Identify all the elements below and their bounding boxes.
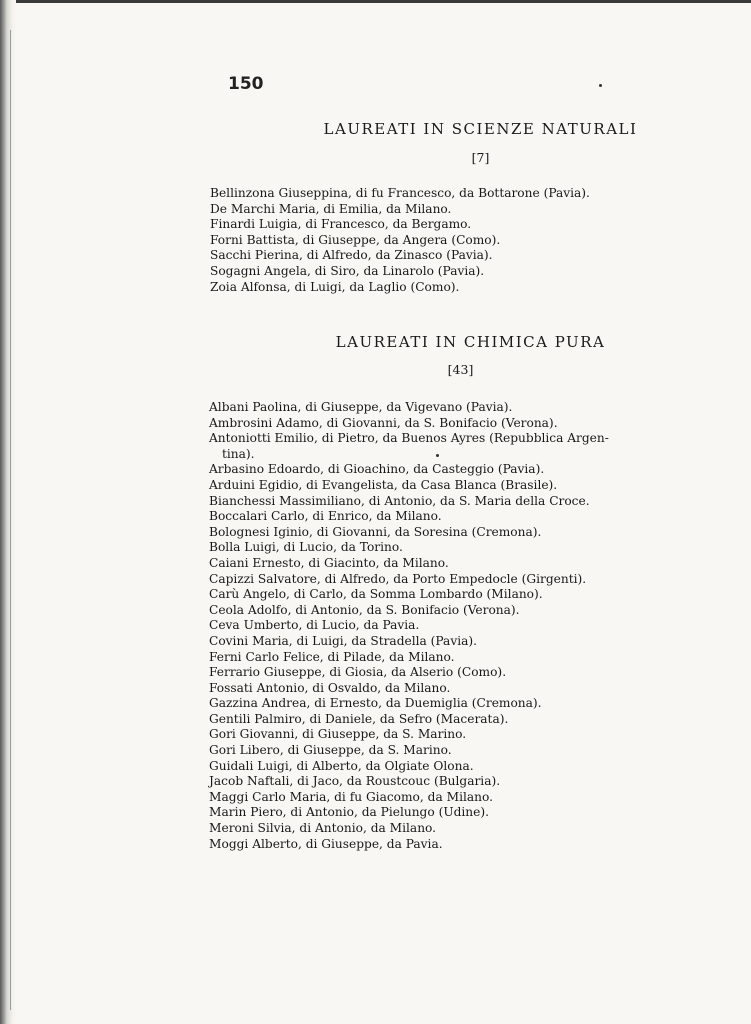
list-item: Ferni Carlo Felice, di Pilade, da Milano. <box>209 649 455 664</box>
list-item: Antoniotti Emilio, di Pietro, da Buenos Ayres (Repubblica Argen- <box>209 431 609 446</box>
list-item: Guidali Luigi, di Alberto, da Olgiate Olona. <box>209 758 474 773</box>
list-item: Gori Giovanni, di Giuseppe, da S. Marino. <box>209 727 467 742</box>
top-border <box>0 0 751 3</box>
list-item: Ceola Adolfo, di Antonio, da S. Bonifacio (Verona). <box>209 602 520 617</box>
list-item: Bolla Luigi, di Lucio, da Torino. <box>209 540 403 555</box>
graduate-list-chimica-pura <box>209 400 609 852</box>
section-title-chimica-pura: LAUREATI IN CHIMICA PURA <box>335 333 606 351</box>
list-item: Bolognesi Iginio, di Giovanni, da Soresina (Cremona). <box>209 524 542 539</box>
list-item: Maggi Carlo Maria, di fu Giacomo, da Milano. <box>209 789 493 804</box>
list-item: Ferrario Giuseppe, di Giosia, da Alserio (Como). <box>209 665 507 680</box>
list-item-continuation: tina). <box>222 446 255 461</box>
page-number: 150 <box>228 74 264 94</box>
list-item: Zoia Alfonsa, di Luigi, da Laglio (Como). <box>210 279 460 294</box>
list-item: Jacob Naftali, di Jaco, da Roustcouc (Bulgaria). <box>209 774 501 789</box>
list-item: Covini Maria, di Luigi, da Stradella (Pavia). <box>209 633 477 648</box>
print-speck <box>436 454 439 457</box>
section-title-scienze-naturali: LAUREATI IN SCIENZE NATURALI <box>323 120 638 138</box>
list-item: De Marchi Maria, di Emilia, da Milano. <box>210 201 452 216</box>
list-item: Ceva Umberto, di Lucio, da Pavia. <box>209 618 420 633</box>
list-item: Capizzi Salvatore, di Alfredo, da Porto Empedocle (Girgenti). <box>209 571 587 586</box>
list-item: Boccalari Carlo, di Enrico, da Milano. <box>209 509 442 524</box>
list-item: Sacchi Pierina, di Alfredo, da Zinasco (Pavia). <box>210 248 493 263</box>
list-item: Ambrosini Adamo, di Giovanni, da S. Bonifacio (Verona). <box>209 415 558 430</box>
graduate-list-scienze-naturali <box>210 186 590 295</box>
list-item: Forni Battista, di Giuseppe, da Angera (Como). <box>210 232 501 247</box>
list-item: Gori Libero, di Giuseppe, da S. Marino. <box>209 743 452 758</box>
list-item: Arduini Egidio, di Evangelista, da Casa Blanca (Brasile). <box>209 477 558 492</box>
list-item: Carù Angelo, di Carlo, da Somma Lombardo (Milano). <box>209 587 543 602</box>
list-item: Moggi Alberto, di Giuseppe, da Pavia. <box>209 836 443 851</box>
list-item: Arbasino Edoardo, di Gioachino, da Casteggio (Pavia). <box>209 462 545 477</box>
list-item: Sogagni Angela, di Siro, da Linarolo (Pavia). <box>210 263 485 278</box>
list-item: Fossati Antonio, di Osvaldo, da Milano. <box>209 680 451 695</box>
section-count-scienze-naturali: [7] <box>471 150 490 165</box>
list-item: Marin Piero, di Antonio, da Pielungo (Udine). <box>209 805 489 820</box>
print-speck <box>599 84 602 87</box>
list-item: Albani Paolina, di Giuseppe, da Vigevano (Pavia). <box>209 400 513 414</box>
list-item: Bellinzona Giuseppina, di fu Francesco, da Bottarone (Pavia). <box>210 186 590 200</box>
section-count-chimica-pura: [43] <box>447 362 474 377</box>
list-item: Gazzina Andrea, di Ernesto, da Duemiglia (Cremona). <box>209 696 542 711</box>
list-item: Meroni Silvia, di Antonio, da Milano. <box>209 821 437 836</box>
binding-line <box>10 30 11 1010</box>
list-item: Bianchessi Massimiliano, di Antonio, da S. Maria della Croce. <box>209 493 590 508</box>
list-item: Finardi Luigia, di Francesco, da Bergamo. <box>210 217 472 232</box>
list-item: Gentili Palmiro, di Daniele, da Sefro (Macerata). <box>209 711 509 726</box>
list-item: Caiani Ernesto, di Giacinto, da Milano. <box>209 555 449 570</box>
